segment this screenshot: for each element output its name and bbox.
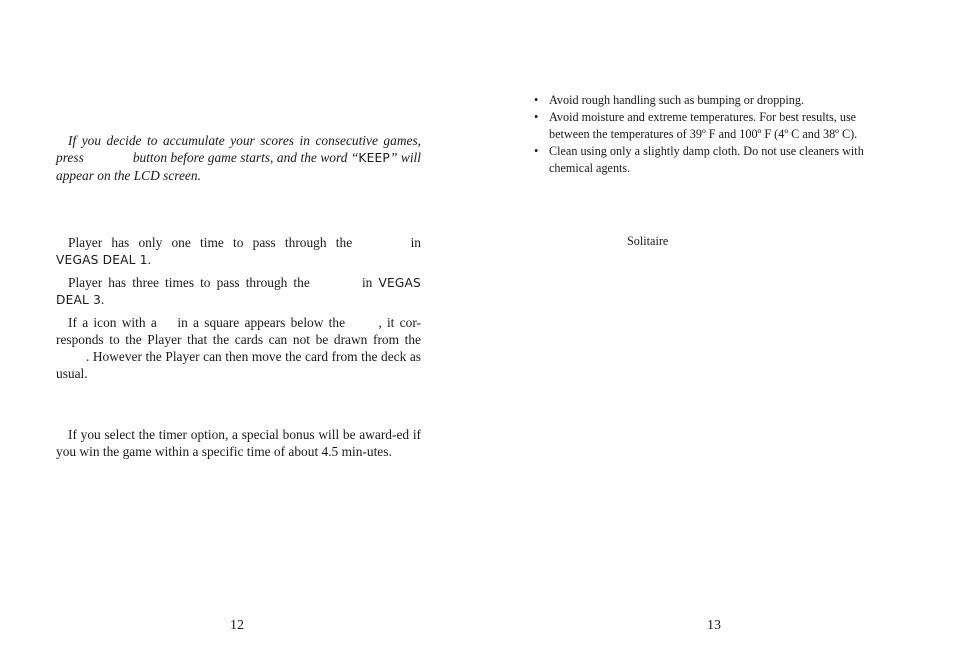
pass3-mode-a: VEGAS xyxy=(378,276,421,290)
pass-once-line1 xyxy=(56,234,421,251)
care-bullet-list xyxy=(534,92,894,177)
bullet-item xyxy=(534,109,894,143)
bullet-icon: • xyxy=(534,110,539,124)
pass3-mid: in xyxy=(361,275,373,290)
keep-text-pre: If you decide to accumulate your scores in consecutive games, press xyxy=(56,133,421,165)
icon-text-b: in a square appears below the xyxy=(177,315,346,330)
icon-text-d: . However the Player can then move the card from the deck as usual. xyxy=(56,349,421,381)
pass-once-line2 xyxy=(56,251,421,269)
keep-paragraph xyxy=(56,132,421,184)
keep-text-post: ” will appear on the LCD screen. xyxy=(56,150,421,183)
bullet-text: Avoid moisture and extreme temperatures. For best results, use between the temperatures of 39º F and 100º F (4º C and 38º C). xyxy=(549,110,858,141)
keep-open-quote: “ xyxy=(350,150,359,165)
timer-text: If you select the timer option, a special bonus will be award-ed if you win the game within a specific time of about 4.5 min-utes. xyxy=(56,427,421,459)
pass-three-line2 xyxy=(56,291,421,309)
game-name-label: Solitaire xyxy=(627,234,669,248)
bullet-icon: • xyxy=(534,93,539,107)
bullet-text: Avoid rough handling such as bumping or dropping. xyxy=(549,93,805,107)
keep-text-mid: button before game starts, and the word xyxy=(132,150,348,165)
keep-lcd-word: KEEP xyxy=(358,151,390,165)
bullet-icon: • xyxy=(534,144,539,158)
page-number-right: 13 xyxy=(707,618,721,633)
page-number-left: 12 xyxy=(230,618,244,633)
pass3-mode-b: DEAL 3 xyxy=(56,293,102,307)
pass3-end: . xyxy=(101,292,105,307)
pass1-mid: in xyxy=(410,235,421,250)
icon-paragraph xyxy=(56,314,421,382)
pass-three-line1 xyxy=(56,274,421,292)
pass1-end: . xyxy=(147,252,152,267)
pass1-pre: Player has only one time to pass through the xyxy=(68,235,353,250)
icon-text-a: If a icon with a xyxy=(68,315,157,330)
icon-text-c: , it cor-responds to the Player that the cards can not be drawn from the xyxy=(56,315,421,347)
pass1-mode: VEGAS DEAL 1 xyxy=(56,253,148,267)
bullet-item xyxy=(534,92,894,109)
pass3-pre: Player has three times to pass through the xyxy=(68,275,310,290)
bullet-text: Clean using only a slightly damp cloth. Do not use cleaners with chemical agents. xyxy=(549,144,864,175)
bullet-item xyxy=(534,143,894,177)
timer-paragraph xyxy=(56,426,421,460)
